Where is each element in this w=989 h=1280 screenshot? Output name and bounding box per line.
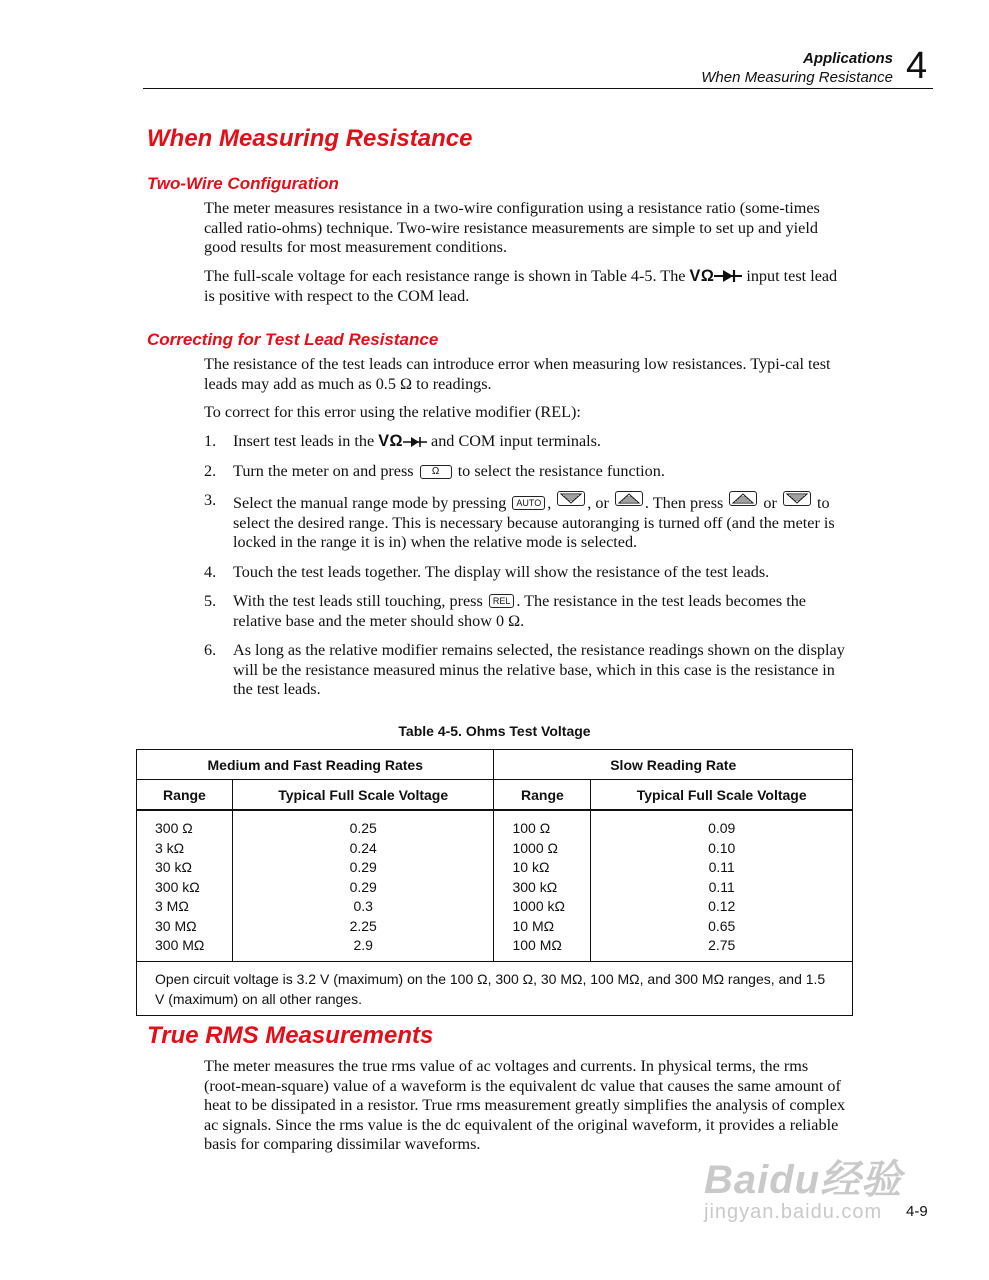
procedure-list xyxy=(204,432,849,700)
list-item: 3. Select the manual range mode by pressing AUTO , , or . Then press or to select the desired range. This is necessary because autoranging is turned off (and the meter is locked in the range it is in) when the relative mode is selected. xyxy=(204,491,835,551)
table-cell: 30 MΩ xyxy=(155,917,197,934)
table-cell: 300 kΩ xyxy=(155,878,200,895)
table-cell: 0.29 xyxy=(349,859,377,875)
volt-ohm-symbol: VΩ xyxy=(378,432,403,450)
list-item: 5. With the test leads still touching, press REL . The resistance in the test leads becomes the relative base and the meter should show 0 Ω. xyxy=(204,592,806,630)
table-cell: 100 MΩ xyxy=(512,937,562,953)
table-cell: 0.10 xyxy=(708,839,736,856)
group-header-slow: Slow Reading Rate xyxy=(494,750,853,780)
paragraph-test-lead-2: To correct for this error using the relative modifier (REL): xyxy=(204,403,581,421)
table-cell: 300 Ω xyxy=(155,820,193,836)
running-header-section: When Measuring Resistance xyxy=(701,69,893,86)
table-cell: 0.12 xyxy=(708,898,736,914)
column-header-voltage: Typical Full Scale Voltage xyxy=(591,780,853,811)
ohms-test-voltage-table xyxy=(136,749,853,1016)
page-number: 4-9 xyxy=(906,1203,928,1220)
chapter-number: 4 xyxy=(906,45,928,87)
subheading-two-wire: Two-Wire Configuration xyxy=(147,174,339,193)
diode-icon xyxy=(403,436,427,448)
watermark-logo-text: Baidu经验 xyxy=(704,1158,903,1202)
table-cell: 3 kΩ xyxy=(155,839,185,856)
range-down-key-icon xyxy=(783,491,811,506)
table-cell: 2.75 xyxy=(708,937,736,953)
table-cell: 0.29 xyxy=(349,878,377,895)
table-cell: 300 kΩ xyxy=(512,878,558,895)
medfast-range-list xyxy=(155,811,232,961)
table-cell: 1000 kΩ xyxy=(512,898,565,914)
table-cell: 300 MΩ xyxy=(155,937,205,953)
paragraph-test-lead-1: The resistance of the test leads can introduce error when measuring low resistances. Typi-cal test leads may add as much as 0.5 Ω to readings. xyxy=(204,355,831,393)
rel-key-icon: REL xyxy=(489,594,515,608)
section-heading-true-rms: True RMS Measurements xyxy=(147,1022,434,1049)
subheading-test-lead: Correcting for Test Lead Resistance xyxy=(147,330,439,349)
header-rule xyxy=(143,88,933,89)
slow-voltage-list xyxy=(591,811,852,961)
table-cell: 1000 Ω xyxy=(512,839,558,856)
column-header-range: Range xyxy=(137,780,233,811)
table-cell: 0.11 xyxy=(708,878,735,895)
table-cell: 2.25 xyxy=(349,917,377,934)
medfast-voltage-list xyxy=(233,811,494,961)
group-header-medium-fast: Medium and Fast Reading Rates xyxy=(137,750,494,780)
table-cell: 100 Ω xyxy=(512,820,551,836)
table-cell: 0.11 xyxy=(708,859,735,875)
table-cell: 10 kΩ xyxy=(512,859,550,875)
table-cell: 0.24 xyxy=(349,839,377,856)
paragraph-two-wire-1: The meter measures resistance in a two-wire configuration using a resistance ratio (some-times called ratio-ohms) technique. Two-wire resistance measurements are simple to set up and yield good results for most measurement conditions. xyxy=(204,199,820,256)
table-cell: 3 MΩ xyxy=(155,898,189,914)
paragraph-two-wire-2: The full-scale voltage for each resistance range is shown in Table 4-5. The VΩ input test lead is positive with respect to the COM lead. xyxy=(204,267,838,305)
table-cell: 0.3 xyxy=(353,898,373,914)
table-caption: Table 4-5. Ohms Test Voltage xyxy=(398,723,591,739)
section-heading-resistance: When Measuring Resistance xyxy=(147,125,473,152)
table-cell: 30 kΩ xyxy=(155,859,192,875)
paragraph-true-rms: The meter measures the true rms value of ac voltages and currents. In physical terms, the rms (root-mean-square) value of a waveform is the equivalent dc value that causes the same amount of heat to be dissipated in a resistor. True rms measurement greatly simplifies the analysis of complex ac signals. Since the rms value is the dc equivalent of the original waveform, it provides a reliable basis for comparing dissimilar waveforms. xyxy=(204,1057,846,1153)
list-item: 4. Touch the test leads together. The display will show the resistance of the test leads. xyxy=(204,562,770,581)
watermark xyxy=(704,1148,902,1224)
range-up-key-icon xyxy=(615,491,643,506)
table-cell: 0.25 xyxy=(349,820,377,836)
auto-key-icon: AUTO xyxy=(512,496,545,510)
table-cell: 10 MΩ xyxy=(512,917,555,934)
range-up-key-icon xyxy=(729,491,757,506)
ohm-key-icon: Ω xyxy=(420,465,452,479)
table-cell: 0.09 xyxy=(708,820,736,836)
list-item: 6. As long as the relative modifier remains selected, the resistance readings shown on the display will be the resistance measured minus the relative base, which in this case is the resistance in the test leads. xyxy=(204,641,845,698)
list-item: 2. Turn the meter on and press Ω to select the resistance function. xyxy=(204,461,665,480)
volt-ohm-symbol: VΩ xyxy=(689,267,715,285)
table-cell: 0.65 xyxy=(708,917,736,934)
slow-range-list xyxy=(512,811,590,961)
table-footnote: Open circuit voltage is 3.2 V (maximum) on the 100 Ω, 300 Ω, 30 MΩ, 100 MΩ, and 300 MΩ ranges, and 1.5 V (maximum) on all other ranges. xyxy=(137,961,853,1015)
diode-icon xyxy=(714,269,742,283)
range-down-key-icon xyxy=(557,491,585,506)
list-item: 1. Insert test leads in the VΩ and COM input terminals. xyxy=(204,432,601,450)
column-header-range: Range xyxy=(494,780,591,811)
table-cell: 2.9 xyxy=(353,937,373,953)
column-header-voltage: Typical Full Scale Voltage xyxy=(232,780,494,811)
running-header-chapter: Applications xyxy=(802,50,893,67)
watermark-url: jingyan.baidu.com xyxy=(704,1201,883,1223)
